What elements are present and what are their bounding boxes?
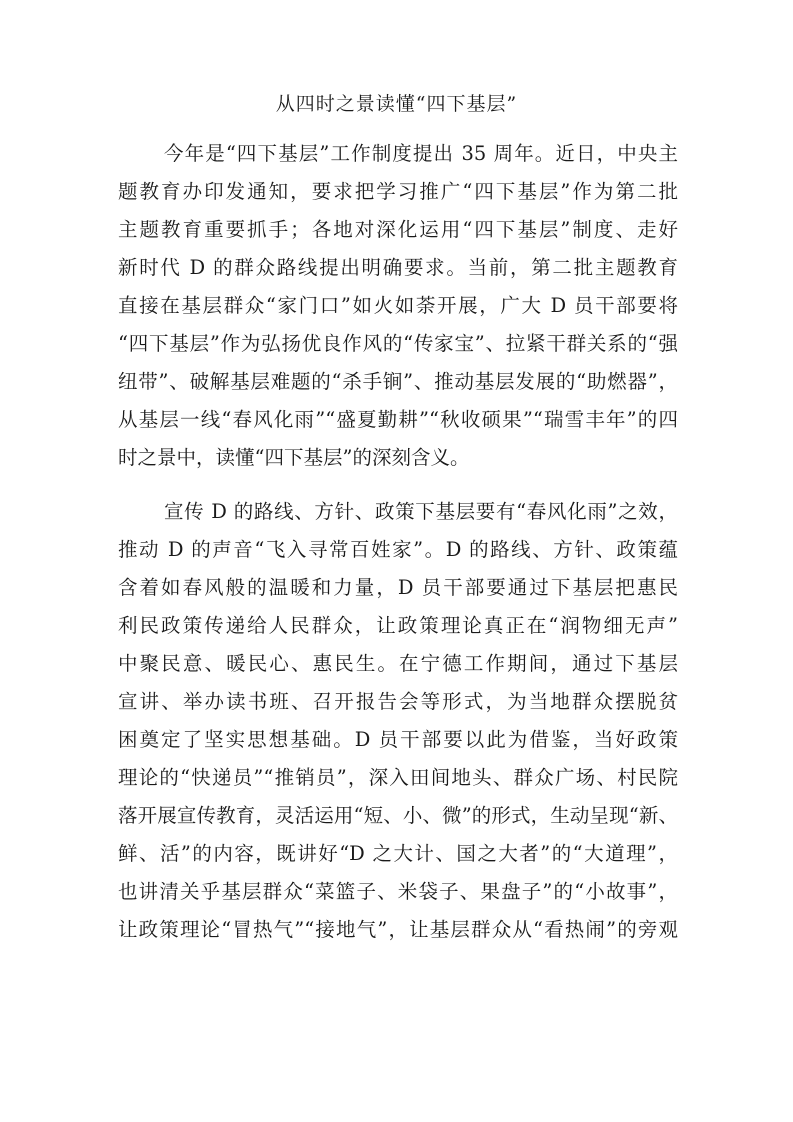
paragraph-2-line-10: 鲜、活”的内容，既讲好“D 之大计、国之大者”的“大道理”， bbox=[118, 842, 678, 865]
paragraph-1-line-9: 时之景中，读懂“四下基层”的深刻含义。 bbox=[118, 446, 470, 469]
paragraph-2-line-3: 含着如春风般的温暖和力量，D 员干部要通过下基层把惠民 bbox=[118, 576, 678, 599]
paragraph-1-line-4: 新时代 D 的群众路线提出明确要求。当前，第二批主题教育 bbox=[118, 256, 678, 279]
paragraph-2-line-8: 理论的“快递员”“推销员”，深入田间地头、群众广场、村民院 bbox=[118, 766, 678, 789]
paragraph-2-line-9: 落开展宣传教育，灵活运用“短、小、微”的形式，生动呈现“新、 bbox=[118, 804, 678, 827]
paragraph-2-line-12: 让政策理论“冒热气”“接地气”，让基层群众从“看热闹”的旁观 bbox=[118, 918, 678, 941]
paragraph-2-line-1: 宣传 D 的路线、方针、政策下基层要有“春风化雨”之效， bbox=[164, 500, 678, 523]
paragraph-2-line-6: 宣讲、举办读书班、召开报告会等形式，为当地群众摆脱贫 bbox=[118, 690, 678, 713]
paragraph-2-line-11: 也讲清关乎基层群众“菜篮子、米袋子、果盘子”的“小故事”， bbox=[118, 880, 678, 903]
paragraph-1-line-7: 纽带”、破解基层难题的“杀手锏”、推动基层发展的“助燃器”， bbox=[118, 370, 678, 393]
paragraph-1-line-6: “四下基层”作为弘扬优良作风的“传家宝”、拉紧干群关系的“强 bbox=[118, 332, 678, 355]
paragraph-1-line-3: 主题教育重要抓手；各地对深化运用“四下基层”制度、走好 bbox=[118, 218, 678, 241]
paragraph-2-line-2: 推动 D 的声音“飞入寻常百姓家”。D 的路线、方针、政策蕴 bbox=[118, 538, 678, 561]
paragraph-2-line-4: 利民政策传递给人民群众，让政策理论真正在“润物细无声” bbox=[118, 614, 678, 637]
paragraph-1-line-5: 直接在基层群众“家门口”如火如荼开展，广大 D 员干部要将 bbox=[118, 294, 678, 317]
paragraph-1-line-2: 题教育办印发通知，要求把学习推广“四下基层”作为第二批 bbox=[118, 180, 678, 203]
paragraph-1-line-8: 从基层一线“春风化雨”“盛夏勤耕”“秋收硕果”“瑞雪丰年”的四 bbox=[118, 408, 678, 431]
document-title: 从四时之景读懂“四下基层” bbox=[275, 93, 518, 115]
paragraph-2-line-7: 困奠定了坚实思想基础。D 员干部要以此为借鉴，当好政策 bbox=[118, 728, 678, 751]
paragraph-2-line-5: 中聚民意、暖民心、惠民生。在宁德工作期间，通过下基层 bbox=[118, 652, 678, 675]
paragraph-1-line-1: 今年是“四下基层”工作制度提出 35 周年。近日，中央主 bbox=[164, 142, 678, 165]
